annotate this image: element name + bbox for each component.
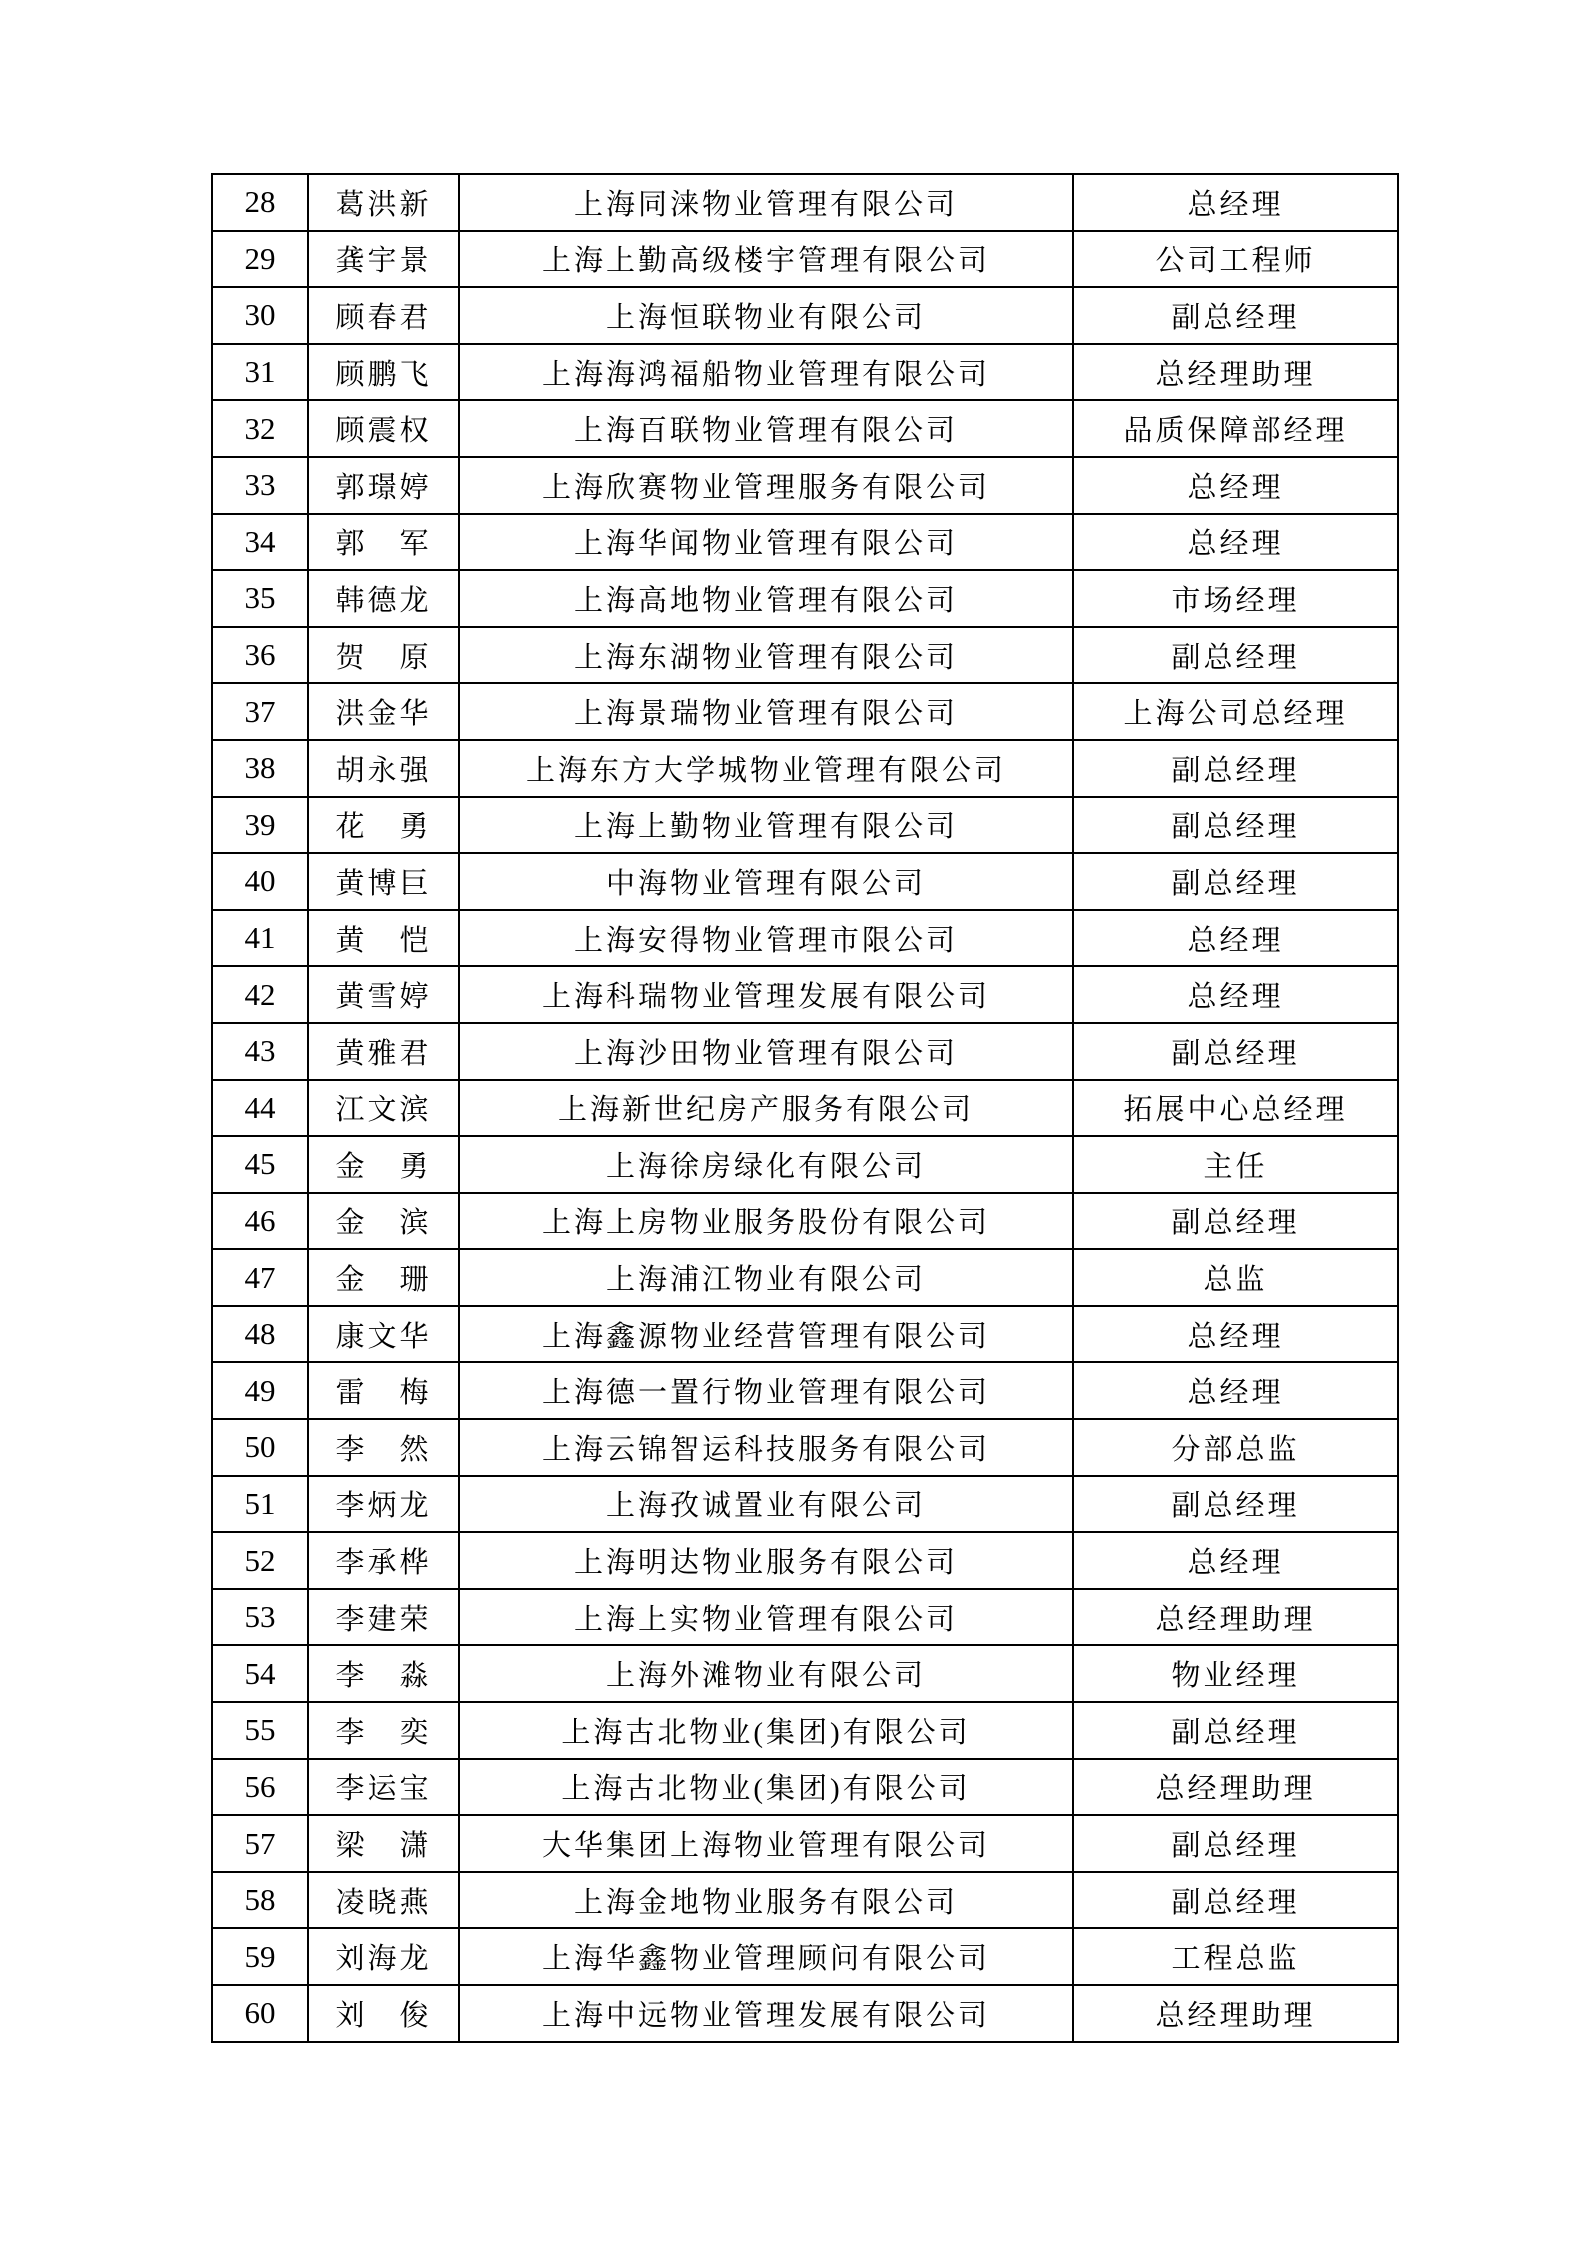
title-cell: 总经理助理	[1073, 1589, 1398, 1646]
title-cell: 公司工程师	[1073, 231, 1398, 288]
name-cell: 李 奕	[308, 1702, 459, 1759]
company-cell: 上海徐房绿化有限公司	[459, 1136, 1073, 1193]
row-number-cell: 60	[212, 1985, 308, 2042]
table-row	[212, 1249, 1398, 1306]
title-cell: 总经理	[1073, 514, 1398, 571]
title-cell: 总经理	[1073, 966, 1398, 1023]
row-number-cell: 29	[212, 231, 308, 288]
row-number-cell: 50	[212, 1419, 308, 1476]
company-cell: 上海外滩物业有限公司	[459, 1645, 1073, 1702]
company-cell: 上海鑫源物业经营管理有限公司	[459, 1306, 1073, 1363]
row-number-cell: 28	[212, 174, 308, 231]
name-cell: 黄雪婷	[308, 966, 459, 1023]
name-cell: 刘 俊	[308, 1985, 459, 2042]
title-cell: 市场经理	[1073, 570, 1398, 627]
company-cell: 大华集团上海物业管理有限公司	[459, 1815, 1073, 1872]
name-cell: 雷 梅	[308, 1362, 459, 1419]
title-cell: 总监	[1073, 1249, 1398, 1306]
name-cell: 顾震权	[308, 400, 459, 457]
company-cell: 上海恒联物业有限公司	[459, 287, 1073, 344]
name-cell: 胡永强	[308, 740, 459, 797]
row-number-cell: 54	[212, 1645, 308, 1702]
title-cell: 总经理助理	[1073, 1759, 1398, 1816]
table-row	[212, 400, 1398, 457]
table-row	[212, 287, 1398, 344]
company-cell: 上海东方大学城物业管理有限公司	[459, 740, 1073, 797]
title-cell: 总经理助理	[1073, 344, 1398, 401]
row-number-cell: 34	[212, 514, 308, 571]
company-cell: 上海沙田物业管理有限公司	[459, 1023, 1073, 1080]
table-row	[212, 1872, 1398, 1929]
row-number-cell: 32	[212, 400, 308, 457]
table-row	[212, 1362, 1398, 1419]
row-number-cell: 59	[212, 1928, 308, 1985]
table-row	[212, 910, 1398, 967]
title-cell: 拓展中心总经理	[1073, 1080, 1398, 1137]
table-row	[212, 1589, 1398, 1646]
title-cell: 总经理	[1073, 174, 1398, 231]
table-row	[212, 1023, 1398, 1080]
name-cell: 顾春君	[308, 287, 459, 344]
title-cell: 品质保障部经理	[1073, 400, 1398, 457]
company-cell: 上海华鑫物业管理顾问有限公司	[459, 1928, 1073, 1985]
row-number-cell: 45	[212, 1136, 308, 1193]
name-cell: 凌晓燕	[308, 1872, 459, 1929]
title-cell: 副总经理	[1073, 1023, 1398, 1080]
row-number-cell: 58	[212, 1872, 308, 1929]
table-row	[212, 1419, 1398, 1476]
title-cell: 副总经理	[1073, 1193, 1398, 1250]
company-cell: 上海明达物业服务有限公司	[459, 1532, 1073, 1589]
row-number-cell: 31	[212, 344, 308, 401]
row-number-cell: 57	[212, 1815, 308, 1872]
row-number-cell: 38	[212, 740, 308, 797]
row-number-cell: 44	[212, 1080, 308, 1137]
name-cell: 梁 潇	[308, 1815, 459, 1872]
company-cell: 上海欣赛物业管理服务有限公司	[459, 457, 1073, 514]
title-cell: 副总经理	[1073, 627, 1398, 684]
table-row	[212, 514, 1398, 571]
name-cell: 贺 原	[308, 627, 459, 684]
name-cell: 洪金华	[308, 683, 459, 740]
company-cell: 上海孜诚置业有限公司	[459, 1476, 1073, 1533]
row-number-cell: 51	[212, 1476, 308, 1533]
company-cell: 上海金地物业服务有限公司	[459, 1872, 1073, 1929]
title-cell: 副总经理	[1073, 1702, 1398, 1759]
name-cell: 黄博巨	[308, 853, 459, 910]
table-row	[212, 1645, 1398, 1702]
name-cell: 郭 军	[308, 514, 459, 571]
title-cell: 副总经理	[1073, 1815, 1398, 1872]
company-cell: 上海德一置行物业管理有限公司	[459, 1362, 1073, 1419]
company-cell: 上海东湖物业管理有限公司	[459, 627, 1073, 684]
title-cell: 副总经理	[1073, 740, 1398, 797]
title-cell: 副总经理	[1073, 1476, 1398, 1533]
name-cell: 刘海龙	[308, 1928, 459, 1985]
table-row	[212, 1702, 1398, 1759]
name-cell: 江文滨	[308, 1080, 459, 1137]
table-row	[212, 231, 1398, 288]
row-number-cell: 48	[212, 1306, 308, 1363]
name-cell: 李运宝	[308, 1759, 459, 1816]
table-row	[212, 1193, 1398, 1250]
name-cell: 黄 恺	[308, 910, 459, 967]
company-cell: 上海古北物业(集团)有限公司	[459, 1702, 1073, 1759]
table-row	[212, 174, 1398, 231]
row-number-cell: 40	[212, 853, 308, 910]
row-number-cell: 39	[212, 797, 308, 854]
table-row	[212, 1985, 1398, 2042]
company-cell: 上海上勤高级楼宇管理有限公司	[459, 231, 1073, 288]
name-cell: 李承桦	[308, 1532, 459, 1589]
table-row	[212, 683, 1398, 740]
title-cell: 分部总监	[1073, 1419, 1398, 1476]
row-number-cell: 49	[212, 1362, 308, 1419]
company-cell: 上海上房物业服务股份有限公司	[459, 1193, 1073, 1250]
company-cell: 上海安得物业管理市限公司	[459, 910, 1073, 967]
row-number-cell: 42	[212, 966, 308, 1023]
company-cell: 上海同涞物业管理有限公司	[459, 174, 1073, 231]
title-cell: 副总经理	[1073, 287, 1398, 344]
title-cell: 总经理	[1073, 1362, 1398, 1419]
table-row	[212, 1532, 1398, 1589]
title-cell: 上海公司总经理	[1073, 683, 1398, 740]
company-cell: 上海上实物业管理有限公司	[459, 1589, 1073, 1646]
row-number-cell: 36	[212, 627, 308, 684]
table-row	[212, 740, 1398, 797]
company-cell: 上海古北物业(集团)有限公司	[459, 1759, 1073, 1816]
title-cell: 总经理	[1073, 1532, 1398, 1589]
table-row	[212, 1928, 1398, 1985]
company-cell: 上海景瑞物业管理有限公司	[459, 683, 1073, 740]
title-cell: 总经理	[1073, 1306, 1398, 1363]
row-number-cell: 33	[212, 457, 308, 514]
table-row	[212, 570, 1398, 627]
company-cell: 上海浦江物业有限公司	[459, 1249, 1073, 1306]
table-row	[212, 627, 1398, 684]
table-row	[212, 1759, 1398, 1816]
name-cell: 金 勇	[308, 1136, 459, 1193]
title-cell: 副总经理	[1073, 853, 1398, 910]
table-row	[212, 1815, 1398, 1872]
row-number-cell: 35	[212, 570, 308, 627]
company-cell: 上海中远物业管理发展有限公司	[459, 1985, 1073, 2042]
table-row	[212, 853, 1398, 910]
table-row	[212, 1476, 1398, 1533]
table-row	[212, 1080, 1398, 1137]
title-cell: 副总经理	[1073, 797, 1398, 854]
title-cell: 总经理	[1073, 457, 1398, 514]
row-number-cell: 43	[212, 1023, 308, 1080]
name-cell: 李炳龙	[308, 1476, 459, 1533]
table-row	[212, 966, 1398, 1023]
title-cell: 物业经理	[1073, 1645, 1398, 1702]
company-cell: 上海云锦智运科技服务有限公司	[459, 1419, 1073, 1476]
row-number-cell: 47	[212, 1249, 308, 1306]
name-cell: 康文华	[308, 1306, 459, 1363]
row-number-cell: 30	[212, 287, 308, 344]
company-cell: 上海华闻物业管理有限公司	[459, 514, 1073, 571]
row-number-cell: 37	[212, 683, 308, 740]
company-cell: 上海高地物业管理有限公司	[459, 570, 1073, 627]
table-row	[212, 1136, 1398, 1193]
table-row	[212, 457, 1398, 514]
title-cell: 副总经理	[1073, 1872, 1398, 1929]
table-row	[212, 1306, 1398, 1363]
name-cell: 李 然	[308, 1419, 459, 1476]
company-cell: 上海科瑞物业管理发展有限公司	[459, 966, 1073, 1023]
name-cell: 金 珊	[308, 1249, 459, 1306]
name-cell: 李建荣	[308, 1589, 459, 1646]
name-cell: 花 勇	[308, 797, 459, 854]
title-cell: 总经理	[1073, 910, 1398, 967]
company-cell: 上海百联物业管理有限公司	[459, 400, 1073, 457]
company-cell: 上海海鸿福船物业管理有限公司	[459, 344, 1073, 401]
row-number-cell: 52	[212, 1532, 308, 1589]
title-cell: 主任	[1073, 1136, 1398, 1193]
name-cell: 李 淼	[308, 1645, 459, 1702]
name-cell: 葛洪新	[308, 174, 459, 231]
company-cell: 上海上勤物业管理有限公司	[459, 797, 1073, 854]
title-cell: 总经理助理	[1073, 1985, 1398, 2042]
name-cell: 金 滨	[308, 1193, 459, 1250]
row-number-cell: 55	[212, 1702, 308, 1759]
name-cell: 顾鹏飞	[308, 344, 459, 401]
row-number-cell: 46	[212, 1193, 308, 1250]
name-cell: 韩德龙	[308, 570, 459, 627]
name-cell: 龚宇景	[308, 231, 459, 288]
company-cell: 中海物业管理有限公司	[459, 853, 1073, 910]
table-row	[212, 344, 1398, 401]
table-row	[212, 797, 1398, 854]
title-cell: 工程总监	[1073, 1928, 1398, 1985]
row-number-cell: 41	[212, 910, 308, 967]
name-cell: 郭璟婷	[308, 457, 459, 514]
table-body	[212, 174, 1398, 2042]
company-cell: 上海新世纪房产服务有限公司	[459, 1080, 1073, 1137]
row-number-cell: 53	[212, 1589, 308, 1646]
roster-table	[211, 173, 1399, 2043]
row-number-cell: 56	[212, 1759, 308, 1816]
name-cell: 黄雅君	[308, 1023, 459, 1080]
